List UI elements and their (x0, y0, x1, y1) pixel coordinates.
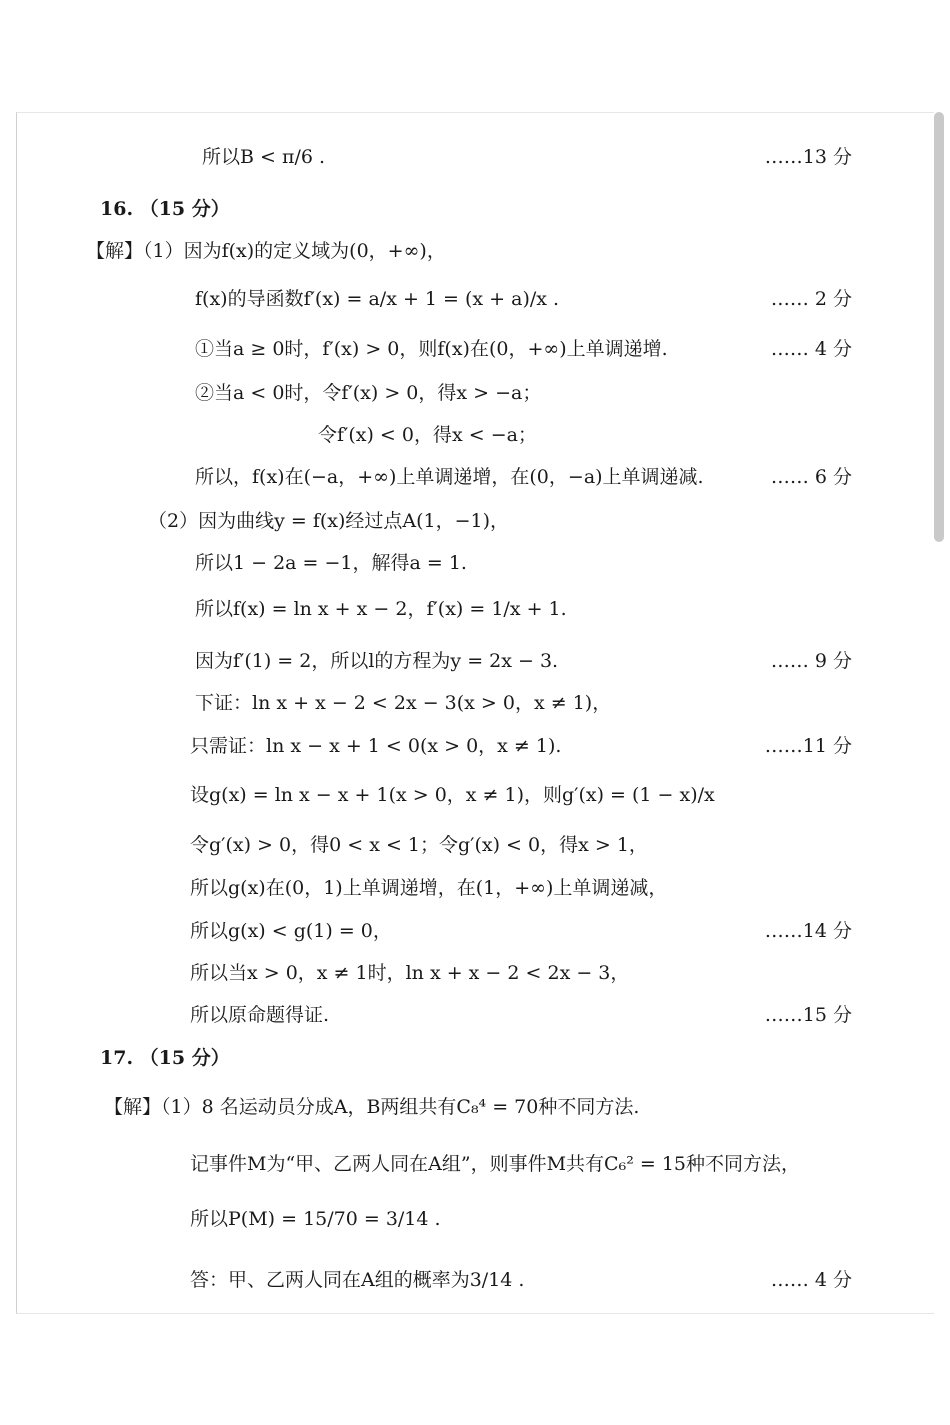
line-12: 因为f′(1) = 2，所以l的方程为y = 2x − 3. (195, 650, 559, 672)
line-24: 所以P(M) = 15/70 = 3/14 . (190, 1208, 441, 1230)
line-1: 所以B < π/6 . (202, 146, 326, 168)
line-19: 所以当x > 0，x ≠ 1时，ln x + x − 2 < 2x − 3， (190, 962, 630, 984)
line-13: 下证：ln x + x − 2 < 2x − 3(x > 0，x ≠ 1)， (195, 692, 612, 714)
line-20: 所以原命题得证. (190, 1004, 330, 1026)
score-18: ……14 分 (764, 920, 852, 942)
line-18: 所以g(x) < g(1) = 0， (190, 920, 392, 942)
score-1: ……13 分 (764, 146, 852, 168)
line-8: 所以，f(x)在(−a，+∞)上单调递增，在(0，−a)上单调递减. (195, 466, 704, 488)
line-10: 所以1 − 2a = −1，解得a = 1. (195, 552, 467, 574)
score-14: ……11 分 (764, 735, 852, 757)
line-9: （2）因为曲线y = f(x)经过点A(1，−1)， (148, 510, 510, 532)
scrollbar[interactable] (934, 112, 944, 542)
line-7: 令f′(x) < 0，得x < −a； (318, 424, 537, 446)
line-4: f(x)的导函数f′(x) = a/x + 1 = (x + a)/x . (195, 288, 560, 310)
line-25: 答：甲、乙两人同在A组的概率为3/14 . (190, 1269, 525, 1291)
line-17: 所以g(x)在(0，1)上单调递增，在(1，+∞)上单调递减， (190, 877, 668, 899)
line-15: 设g(x) = ln x − x + 1(x > 0，x ≠ 1)，则g′(x) = (1 − x)/x (190, 784, 715, 806)
line-22: 【解】（1）8 名运动员分成A，B两组共有C₈⁴ = 70种不同方法. (104, 1096, 640, 1118)
score-8: …… 6 分 (770, 466, 852, 488)
score-25: …… 4 分 (770, 1269, 852, 1291)
line-11: 所以f(x) = ln x + x − 2，f′(x) = 1/x + 1. (195, 598, 567, 620)
line-5: ①当a ≥ 0时，f′(x) > 0，则f(x)在(0，+∞)上单调递增. (195, 338, 668, 360)
score-12: …… 9 分 (770, 650, 852, 672)
line-6: ②当a < 0时，令f′(x) > 0，得x > −a； (195, 382, 542, 404)
line-14: 只需证：ln x − x + 1 < 0(x > 0，x ≠ 1). (190, 735, 562, 757)
score-4: …… 2 分 (770, 288, 852, 310)
score-20: ……15 分 (764, 1004, 852, 1026)
line-16: 令g′(x) > 0，得0 < x < 1；令g′(x) < 0，得x > 1， (190, 834, 648, 856)
line-3: 【解】（1）因为f(x)的定义域为(0，+∞)， (86, 240, 446, 262)
line-23: 记事件M为“甲、乙两人同在A组”，则事件M共有C₆² = 15种不同方法， (190, 1153, 801, 1175)
score-5: …… 4 分 (770, 338, 852, 360)
section-heading-16: 16. （15 分） (100, 198, 230, 220)
section-heading-17: 17. （15 分） (100, 1047, 230, 1069)
